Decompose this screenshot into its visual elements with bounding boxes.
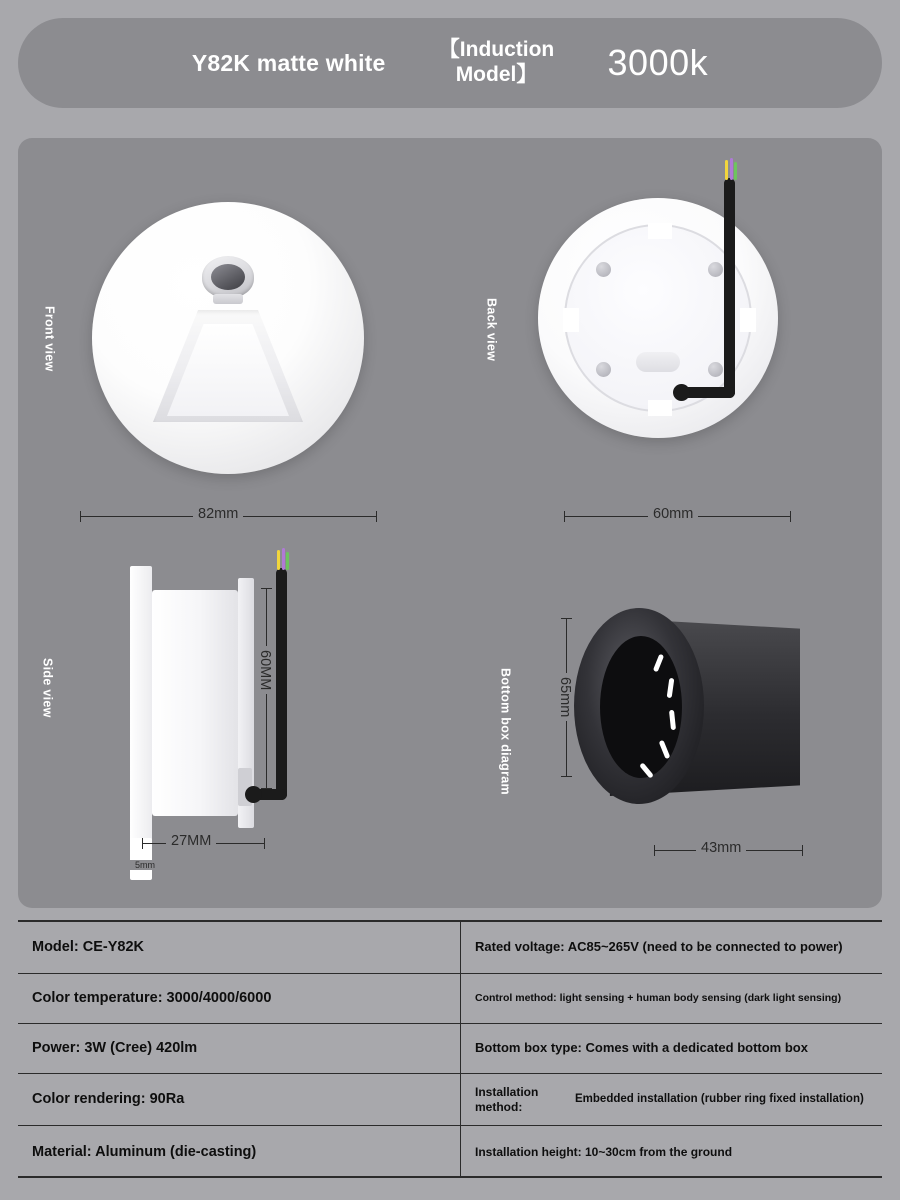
table-row [18,922,882,974]
side-wire-end-cap [245,786,262,803]
bottom-box-height-tick-top [561,618,572,619]
back-wire-end-cap [673,384,690,401]
bottom-box-height-label: 65mm [557,673,573,721]
back-dimension-tick-left [564,511,565,522]
side-wire-dimension-tick-top [261,588,272,589]
spec-material: Material: Aluminum (die-casting) [18,1126,461,1178]
header-banner [18,18,882,108]
back-wire-vertical [724,178,735,398]
spec-installation-method [461,1074,882,1125]
side-depth-tick-right [264,838,265,849]
spec-control-method: Control method: light sensing + human body sensing (dark light sensing) [475,991,842,1004]
side-view-face-plate [130,566,152,866]
spec-color-temperature: Color temperature: 3000/4000/6000 [18,974,461,1023]
table-row [18,1126,882,1178]
front-view-lamp-body [92,202,364,474]
back-dimension-label: 60mm [648,506,698,522]
front-view-label: Front view [42,306,57,372]
side-view-housing [152,590,238,816]
side-depth-dimension-label: 27MM [166,833,216,849]
back-screw-top-right [708,262,723,277]
side-wire-tip-green [286,552,289,570]
back-notch-top [648,223,672,239]
back-screw-bottom-left [596,362,611,377]
side-wire-tip-purple [282,548,285,570]
table-row [18,974,882,1024]
specification-table [18,920,882,1178]
spec-model: Model: CE-Y82K [18,922,461,973]
side-view-label: Side view [40,658,55,718]
spec-color-rendering: Color rendering: 90Ra [18,1074,461,1125]
spec-installation-height: Installation height: 10~30cm from the ground [475,1144,733,1159]
spec-rated-voltage: Rated voltage: AC85~265V (need to be connected to power) [475,939,843,955]
spec-power: Power: 3W (Cree) 420lm [18,1024,461,1073]
bottom-box-diameter-tick-right [802,845,803,856]
table-row [18,1024,882,1074]
back-notch-right [740,308,756,332]
side-wire-vertical [276,568,287,800]
side-view-plate-extension [130,838,152,880]
diagram-panel [18,138,882,908]
bottom-box-label: Bottom box diagram [498,668,513,795]
back-view-lamp-body [538,198,778,438]
front-dimension-tick-right [376,511,377,522]
pir-sensor-base [213,294,243,304]
bottom-box-height-tick-bottom [561,776,572,777]
header-induction-label: 【Induction Model】 [438,38,555,86]
header-model-name: Y82K matte white [191,49,386,76]
front-dimension-tick-left [80,511,81,522]
header-color-temperature: 3000k [607,42,709,83]
back-notch-bottom [648,400,672,416]
back-wire-tip-green [734,162,737,180]
back-wire-hub [636,352,680,372]
spec-installation-method-value: Embedded installation (rubber ring fixed installation) [575,1093,864,1106]
side-wire-tip-yellow [277,550,280,570]
pir-sensor-icon [202,256,254,298]
back-wire-tip-purple [730,158,733,180]
table-row [18,1074,882,1126]
side-depth-tick-left [142,838,143,849]
back-dimension-tick-right [790,511,791,522]
back-notch-left [563,308,579,332]
back-screw-bottom-right [708,362,723,377]
front-dimension-label: 82mm [193,506,243,522]
back-view-label: Back view [484,298,499,362]
back-wire-tip-yellow [725,160,728,180]
bottom-box-diameter-label: 43mm [696,840,746,856]
side-wire-dimension-label: 60MM [257,646,273,694]
back-screw-top-left [596,262,611,277]
spec-bottom-box-type: Bottom box type: Comes with a dedicated bottom box [475,1040,808,1056]
bottom-box-diameter-tick-left [654,845,655,856]
side-plate-thickness-label: 5mm [130,860,160,870]
side-wire-dimension-tick-bottom [261,788,272,789]
spec-installation-method-key: Installation method: [475,1084,539,1114]
